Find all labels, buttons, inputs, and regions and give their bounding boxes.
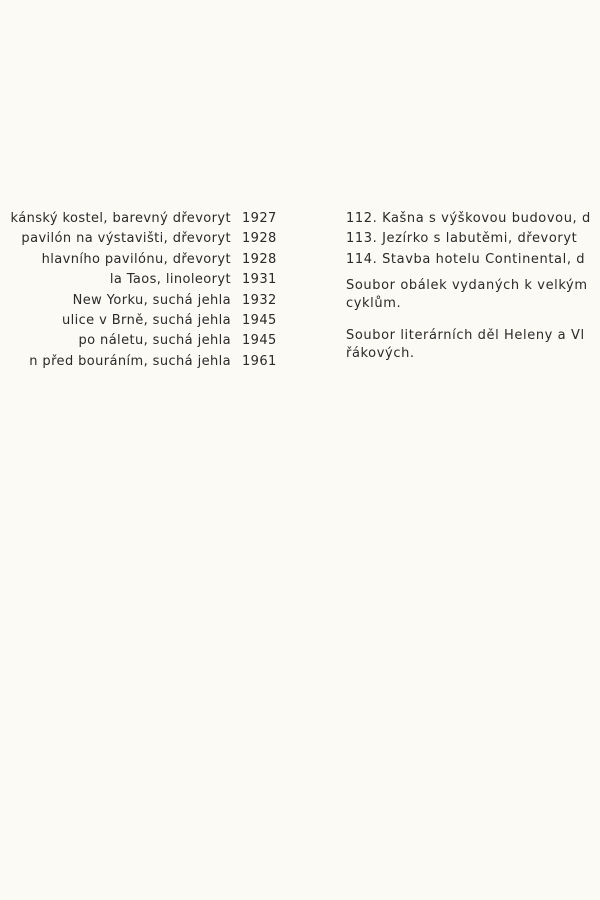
artwork-year: 1928 [242,251,277,267]
left-column-list [0,209,285,372]
artwork-year: 1927 [242,211,277,226]
list-item [0,331,285,351]
numbered-item: 112. Kašna s výškovou budovou, d [346,211,591,226]
artwork-title: New Yorku, suchá jehla [72,292,231,308]
artwork-year: 1961 [242,353,277,369]
numbered-item: 113. Jezírko s labutěmi, dřevoryt [346,231,578,247]
list-item [0,270,285,290]
artwork-year: 1928 [242,231,277,247]
artwork-title: n před bouráním, suchá jehla [29,353,231,369]
list-item [0,352,285,372]
list-item [0,311,285,331]
list-item [0,229,285,249]
note-block [346,277,600,313]
note-block [346,327,600,363]
list-item [0,291,285,311]
artwork-year: 1945 [242,312,277,328]
note-line: řákových. [346,346,415,362]
artwork-year: 1932 [242,292,277,308]
numbered-item: 114. Stavba hotelu Continental, d [346,251,586,267]
artwork-title: po náletu, suchá jehla [78,333,231,349]
artwork-title: kánský kostel, barevný dřevoryt [10,211,231,226]
note-line: cyklům. [346,296,402,312]
list-item [0,250,285,270]
artwork-title: hlavního pavilónu, dřevoryt [41,251,231,267]
artwork-title: la Taos, linoleoryt [109,272,231,288]
artwork-title: pavilón na výstavišti, dřevoryt [21,231,231,247]
note-line: Soubor literárních děl Heleny a Vl [346,328,585,344]
artwork-year: 1931 [242,272,277,288]
note-line: Soubor obálek vydaných k velkým [346,278,588,294]
right-column-list [346,209,600,363]
list-item [0,209,285,229]
artwork-year: 1945 [242,333,277,349]
artwork-title: ulice v Brně, suchá jehla [61,312,231,328]
